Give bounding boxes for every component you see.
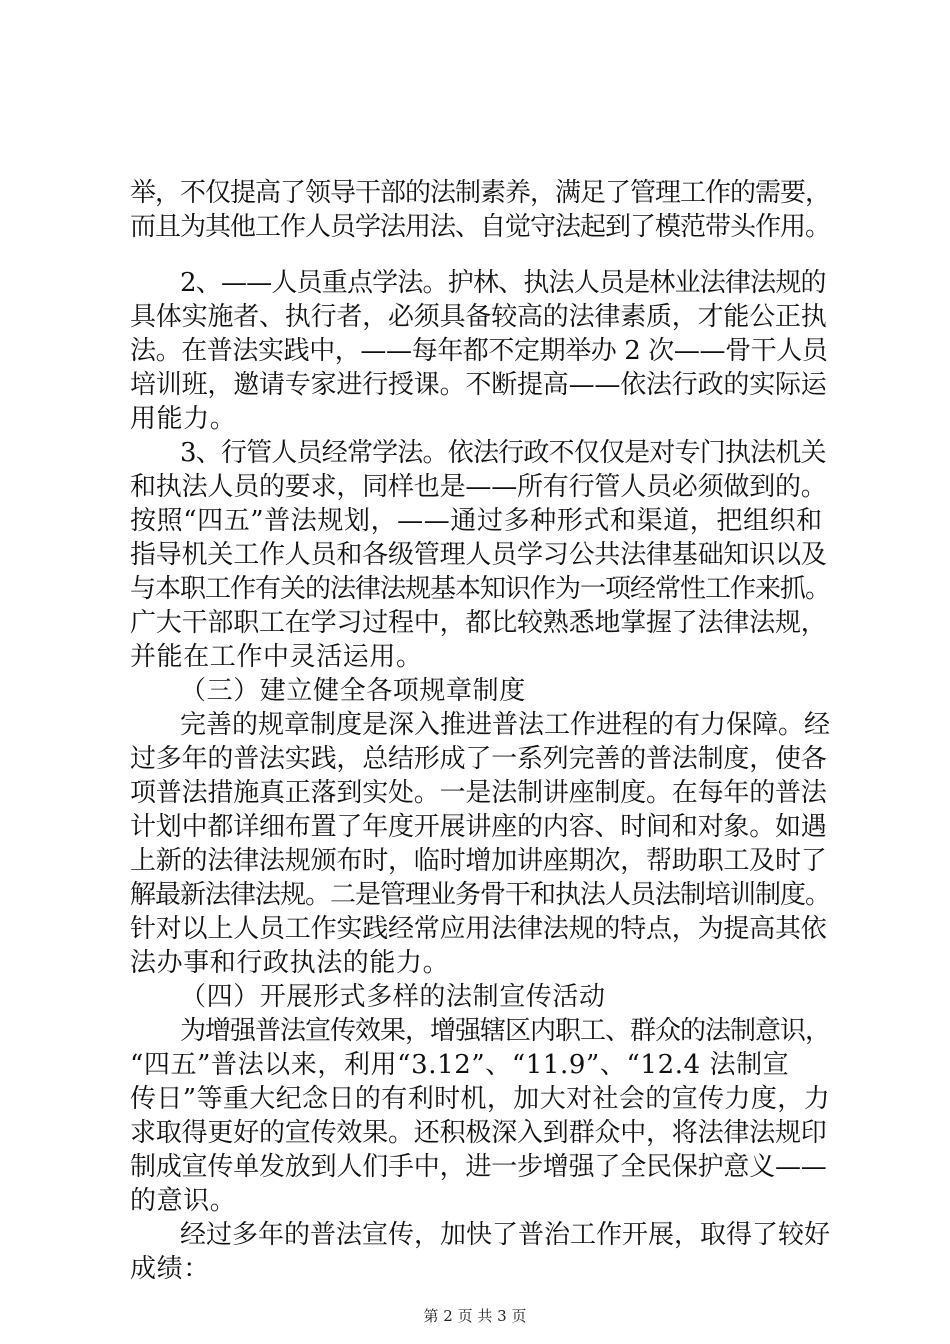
- text-line: 解最新法律法规。二是管理业务骨干和执法人员法制培训制度。: [130, 880, 831, 910]
- text-line: 和执法人员的要求，同样也是——所有行管人员必须做到的。: [130, 472, 827, 502]
- text-line: “四五”普法以来，利用“3.12”、“11.9”、“12.4 法制宣: [130, 1050, 790, 1080]
- text-line: 具体实施者、执行者，必须具备较高的法律素质，才能公正执: [130, 302, 827, 332]
- text-line: 传日”等重大纪念日的有利时机，加大对社会的宣传力度，力: [130, 1084, 831, 1114]
- text-line: 项普法措施真正落到实处。一是法制讲座制度。在每年的普法: [130, 778, 827, 808]
- text-line: 求取得更好的宣传效果。还积极深入到群众中，将法律法规印: [130, 1118, 827, 1148]
- text-line: 按照“四五”普法规划，——通过多种形式和渠道，把组织和: [130, 506, 823, 536]
- text-line: 2、——人员重点学法。护林、执法人员是林业法律法规的: [180, 268, 826, 298]
- text-line: 与本职工作有关的法律法规基本知识作为一项经常性工作来抓。: [130, 574, 831, 604]
- text-line: 针对以上人员工作实践经常应用法律法规的特点，为提高其依: [130, 914, 827, 944]
- text-line: 制成宣传单发放到人们手中，进一步增强了全民保护意义——: [130, 1152, 827, 1182]
- text-line: 培训班，邀请专家进行授课。不断提高——依法行政的实际运: [130, 370, 827, 400]
- text-line: 成绩：: [130, 1254, 210, 1284]
- page-footer: 第 2 页 共 3 页: [423, 1307, 527, 1325]
- text-line: 上新的法律法规颁布时，临时增加讲座期次，帮助职工及时了: [130, 846, 827, 876]
- section-heading: （四）开展形式多样的法制宣传活动: [180, 982, 606, 1012]
- text-line: 而且为其他工作人员学法用法、自觉守法起到了模范带头作用。: [130, 212, 831, 242]
- text-line: 为增强普法宣传效果，增强辖区内职工、群众的法制意识，: [180, 1016, 831, 1046]
- text-line: 的意识。: [130, 1186, 237, 1216]
- text-line: 广大干部职工在学习过程中，都比较熟悉地掌握了法律法规，: [130, 608, 827, 638]
- text-line: 法。在普法实践中，——每年都不定期举办 2 次——骨干人员: [130, 336, 828, 366]
- text-line: 经过多年的普法宣传，加快了普治工作开展，取得了较好: [180, 1220, 831, 1250]
- text-line: 3、行管人员经常学法。依法行政不仅仅是对专门执法机关: [180, 438, 826, 468]
- text-line: 完善的规章制度是深入推进普法工作进程的有力保障。经: [180, 710, 831, 740]
- text-line: 法办事和行政执法的能力。: [130, 948, 450, 978]
- text-line: 举，不仅提高了领导干部的法制素养，满足了管理工作的需要，: [130, 178, 831, 208]
- text-line: 并能在工作中灵活运用。: [130, 642, 423, 672]
- text-line: 指导机关工作人员和各级管理人员学习公共法律基础知识以及: [130, 540, 827, 570]
- text-line: 计划中都详细布置了年度开展讲座的内容、时间和对象。如遇: [130, 812, 827, 842]
- section-heading: （三）建立健全各项规章制度: [180, 676, 526, 706]
- text-line: 用能力。: [130, 404, 237, 434]
- text-line: 过多年的普法实践，总结形成了一系列完善的普法制度，使各: [130, 744, 827, 774]
